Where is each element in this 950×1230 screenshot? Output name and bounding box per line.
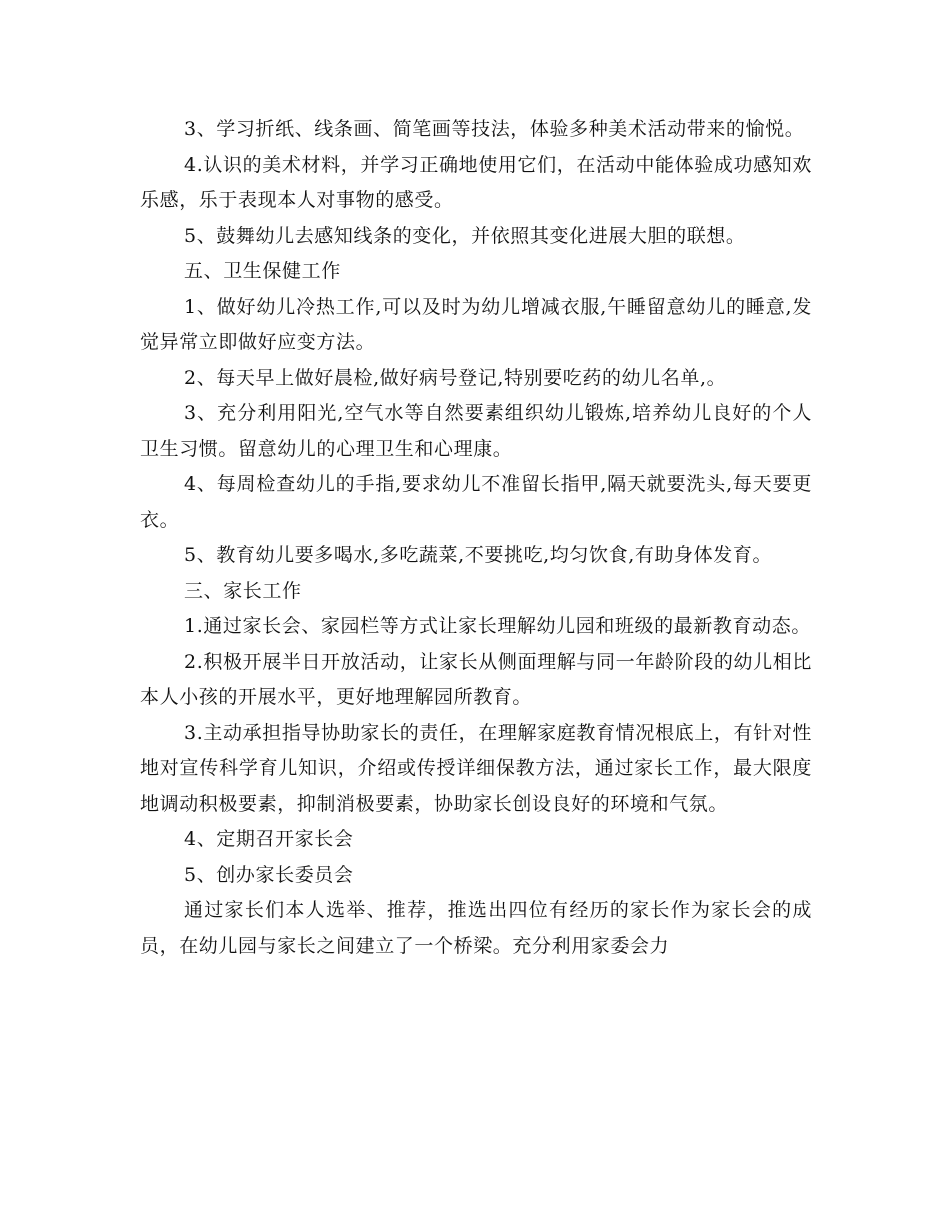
paragraph-parent-1: 1.通过家长会、家园栏等方式让家长理解幼儿园和班级的最新教育动态。: [184, 615, 811, 637]
paragraph-parent-5: 5、创办家长委员会: [184, 863, 354, 886]
paragraph-health-3: 3、充分利用阳光,空气水等自然要素组织幼儿锻炼,培养幼儿良好的个人卫生习惯。留意幼儿的心理卫生和心理康。: [140, 402, 812, 460]
section-heading-health-care: 五、卫生保健工作: [184, 260, 341, 282]
paragraph-parent-committee: 通过家长们本人选举、推荐，推选出四位有经历的家长作为家长会的成员，在幼儿园与家长之间建立了一个桥梁。充分利用家委会力: [140, 899, 812, 957]
paragraph-parent-2: 2.积极开展半日开放活动，让家长从侧面理解与同一年龄阶段的幼儿相比本人小孩的开展水平，更好地理解园所教育。: [140, 650, 812, 708]
paragraph-health-5: 5、教育幼儿要多喝水,多吃蔬菜,不要挑吃,均匀饮食,有助身体发育。: [184, 544, 773, 566]
paragraph-health-2: 2、每天早上做好晨检,做好病号登记,特别要吃药的幼儿名单,。: [184, 366, 727, 389]
paragraph-art-materials: 4.认识的美术材料，并学习正确地使用它们，在活动中能体验成功感知欢乐感，乐于表现本人对事物的感受。: [140, 153, 812, 211]
paragraph-health-1: 1、做好幼儿冷热工作,可以及时为幼儿增减衣服,午睡留意幼儿的睡意,发觉异常立即做好应变方法。: [140, 295, 812, 353]
paragraph-health-4: 4、每周检查幼儿的手指,要求幼儿不准留长指甲,隔天就要洗头,每天要更衣。: [140, 473, 812, 531]
paragraph-art-skills: 3、学习折纸、线条画、简笔画等技法，体验多种美术活动带来的愉悦。: [184, 118, 805, 140]
paragraph-parent-3: 3.主动承担指导协助家长的责任，在理解家庭教育情况根底上，有针对性地对宣传科学育儿知识，介绍或传授详细保教方法，通过家长工作，最大限度地调动积极要素，抑制消极要素，协助家长创设良好的环境和气氛。: [140, 721, 812, 815]
paragraph-parent-4: 4、定期召开家长会: [184, 828, 354, 850]
paragraph-line-changes: 5、鼓舞幼儿去感知线条的变化，并依照其变化进展大胆的联想。: [184, 224, 746, 247]
section-heading-parent-work: 三、家长工作: [184, 579, 302, 602]
document-body: [140, 112, 812, 964]
